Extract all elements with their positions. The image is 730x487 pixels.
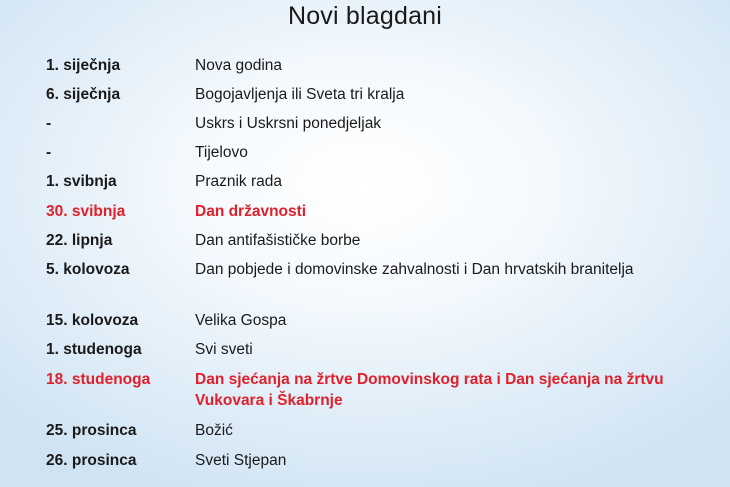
holiday-name: Božić [195,422,233,439]
holiday-date: 22. lipnja [46,232,113,249]
holiday-date: 30. svibnja [46,203,126,220]
holiday-date: - [46,144,52,161]
holiday-name: Bogojavljenja ili Sveta tri kralja [195,86,405,103]
holiday-date: 5. kolovoza [46,261,130,278]
holiday-date: - [46,115,52,132]
holiday-name: Praznik rada [195,173,283,190]
holiday-date: 25. prosinca [46,422,137,439]
holiday-name: Dan državnosti [195,203,307,220]
holiday-date: 26. prosinca [46,452,137,469]
holiday-date: 1. svibnja [46,173,117,190]
holiday-date: 1. siječnja [46,57,121,74]
holiday-name: Svi sveti [195,341,253,358]
holiday-name: Nova godina [195,57,283,74]
holiday-name: Dan pobjede i domovinske zahvalnosti i Dan hrvatskih branitelja [195,261,634,278]
holiday-name: Dan sjećanja na žrtve Domovinskog rata i Dan sjećanja na žrtvu Vukovara i Škabrnje [195,371,664,409]
holiday-date: 1. studenoga [46,341,142,358]
holiday-name: Dan antifašističke borbe [195,232,361,249]
holiday-name: Velika Gospa [195,312,287,329]
slide-title: Novi blagdani [287,2,443,30]
holiday-name: Tijelovo [195,144,248,161]
holiday-date: 18. studenoga [46,371,151,388]
holiday-date: 6. siječnja [46,86,121,103]
holiday-date: 15. kolovoza [46,312,139,329]
holiday-name: Sveti Stjepan [195,452,287,469]
holiday-name: Uskrs i Uskrsni ponedjeljak [195,115,382,132]
